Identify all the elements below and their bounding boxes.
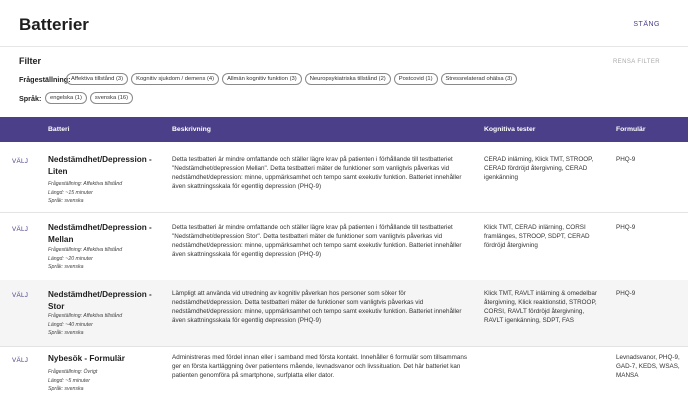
filter-chip-cognitive-disease[interactable]: Kognitiv sjukdom / demens (4) xyxy=(131,73,219,85)
battery-question: Frågeställning: Övrigt xyxy=(48,369,98,375)
column-header-battery: Batteri xyxy=(48,126,70,133)
battery-meta xyxy=(48,246,122,272)
battery-forms: PHQ-9 xyxy=(616,156,636,163)
question-filter-label: Frågeställning: xyxy=(19,74,71,84)
filter-chip-stress[interactable]: Stressrelaterad ohälsa (3) xyxy=(441,73,518,85)
battery-length: Längd: ~20 minuter xyxy=(48,255,93,262)
table-row xyxy=(0,346,688,402)
battery-forms: Levnadsvanor, PHQ-9, GAD-7, KEDS, WSAS, MANSA xyxy=(616,354,680,379)
table-header xyxy=(0,117,688,142)
select-button[interactable]: VÄLJ xyxy=(12,357,29,364)
battery-name: Nedstämdhet/Depression - Stor xyxy=(48,290,152,311)
battery-meta xyxy=(48,368,97,394)
column-header-forms: Formulär xyxy=(616,126,646,133)
column-header-tests: Kognitiva tester xyxy=(484,126,536,133)
filter-chip-postcovid[interactable]: Postcovid (1) xyxy=(394,73,438,85)
battery-language: Språk: svenska xyxy=(48,330,84,336)
battery-language: Språk: svenska xyxy=(48,386,84,392)
battery-question: Frågeställning: Affektiva tillstånd xyxy=(48,313,123,319)
clear-filter-button[interactable]: RENSA FILTER xyxy=(612,59,660,65)
battery-description: Detta testbatteri är mindre omfattande och ställer lägre krav på patienten i förhållande till testbatteriet "Nedstämdhet/depression Mellan". Detta testbatteri mäter de funktioner som vanligtvis påverkas vid nedstämdhet/depression: minne, uppmärksamhet och tempo samt exekutiv funktion. Batteriet innehåller även skattningsskala för egentlig depression (PHQ-9) xyxy=(172,156,462,190)
battery-meta xyxy=(48,312,122,338)
battery-name: Nedstämdhet/Depression - Mellan xyxy=(48,223,152,244)
battery-description: Lämpligt att använda vid utredning av kognitiv påverkan hos personer som söker för nedstämdhet/depression. Detta testbatteri mäter de funktioner som vanligtvis påverkas vid nedstämdhet/depression: minne, uppmärksamhet och tempo samt exekutiv funktion. Batteriet innehåller även skattningsskala för egentlig depression (PHQ-9) xyxy=(172,290,462,324)
close-button[interactable]: STÄNG xyxy=(633,21,660,28)
battery-tests: Klick TMT, CERAD inlärning, CORSI framlänges, STROOP, SDPT, CERAD fördröjd återgivning xyxy=(484,224,590,249)
filter-heading: Filter xyxy=(19,56,42,66)
battery-tests: CERAD inlärning, Klick TMT, STROOP, CERAD fördröjd återgivning, CERAD igenkänning xyxy=(484,156,594,181)
dialog-header xyxy=(0,0,688,47)
select-button[interactable]: VÄLJ xyxy=(12,226,29,233)
battery-meta xyxy=(48,180,122,206)
language-filter-label: Språk: xyxy=(19,93,42,103)
table-row xyxy=(0,212,688,281)
battery-description: Administreras med fördel innan eller i samband med första kontakt. Innehåller 6 formulär som tillsammans ger en första kartläggning över patientens mående, levnadsvanor och livssituation. Det här batteriet kan patienten genomföra på smartphone, surfplatta eller dator. xyxy=(172,354,468,379)
battery-forms: PHQ-9 xyxy=(616,290,636,297)
question-filter-row xyxy=(19,73,520,85)
battery-name: Nedstämdhet/Depression - Liten xyxy=(48,155,152,176)
filter-chip-english[interactable]: engelska (1) xyxy=(45,92,87,104)
battery-forms: PHQ-9 xyxy=(616,224,636,231)
battery-language: Språk: svenska xyxy=(48,198,84,204)
battery-length: Längd: ~15 minuter xyxy=(48,189,93,196)
battery-name: Nybesök - Formulär xyxy=(48,354,125,363)
filter-chip-swedish[interactable]: svenska (16) xyxy=(90,92,133,104)
battery-description: Detta testbatteri är mindre omfattande och ställer lägre krav på patienten i förhållande till testbatteriet "Nedstämdhet/depression Stor". Detta testbatteri mäter de funktioner som vanligtvis påverkas vid nedstämdhet/depression: minne, uppmärksamhet och tempo samt exekutiv funktion. Batteriet innehåller även skattningsskala för egentlig depression (PHQ-9) xyxy=(172,224,462,258)
battery-question: Frågeställning: Affektiva tillstånd xyxy=(48,181,123,187)
column-header-description: Beskrivning xyxy=(172,126,211,133)
filter-chip-general-cognitive[interactable]: Allmän kognitiv funktion (3) xyxy=(222,73,302,85)
battery-length: Längd: ~40 minuter xyxy=(48,321,93,328)
battery-language: Språk: svenska xyxy=(48,264,84,270)
language-filter-row xyxy=(19,92,136,104)
battery-tests: Klick TMT, RAVLT inlärning & omedelbar återgivning, Klick reaktionstid, STROOP, CORSI, RAVLT fördröjd återgivning, RAVLT igenkänning, SDPT, FAS xyxy=(484,290,597,324)
battery-question: Frågeställning: Affektiva tillstånd xyxy=(48,247,123,253)
page-title: Batterier xyxy=(19,15,89,34)
filter-chip-affective[interactable]: Affektiva tillstånd (3) xyxy=(66,73,128,85)
battery-length: Längd: ~5 minuter xyxy=(48,377,90,384)
select-button[interactable]: VÄLJ xyxy=(12,292,29,299)
select-button[interactable]: VÄLJ xyxy=(12,158,29,165)
filter-chip-neuropsychiatric[interactable]: Neuropsykiatriska tillstånd (2) xyxy=(305,73,391,85)
table-row xyxy=(0,144,688,213)
table-row xyxy=(0,280,688,347)
